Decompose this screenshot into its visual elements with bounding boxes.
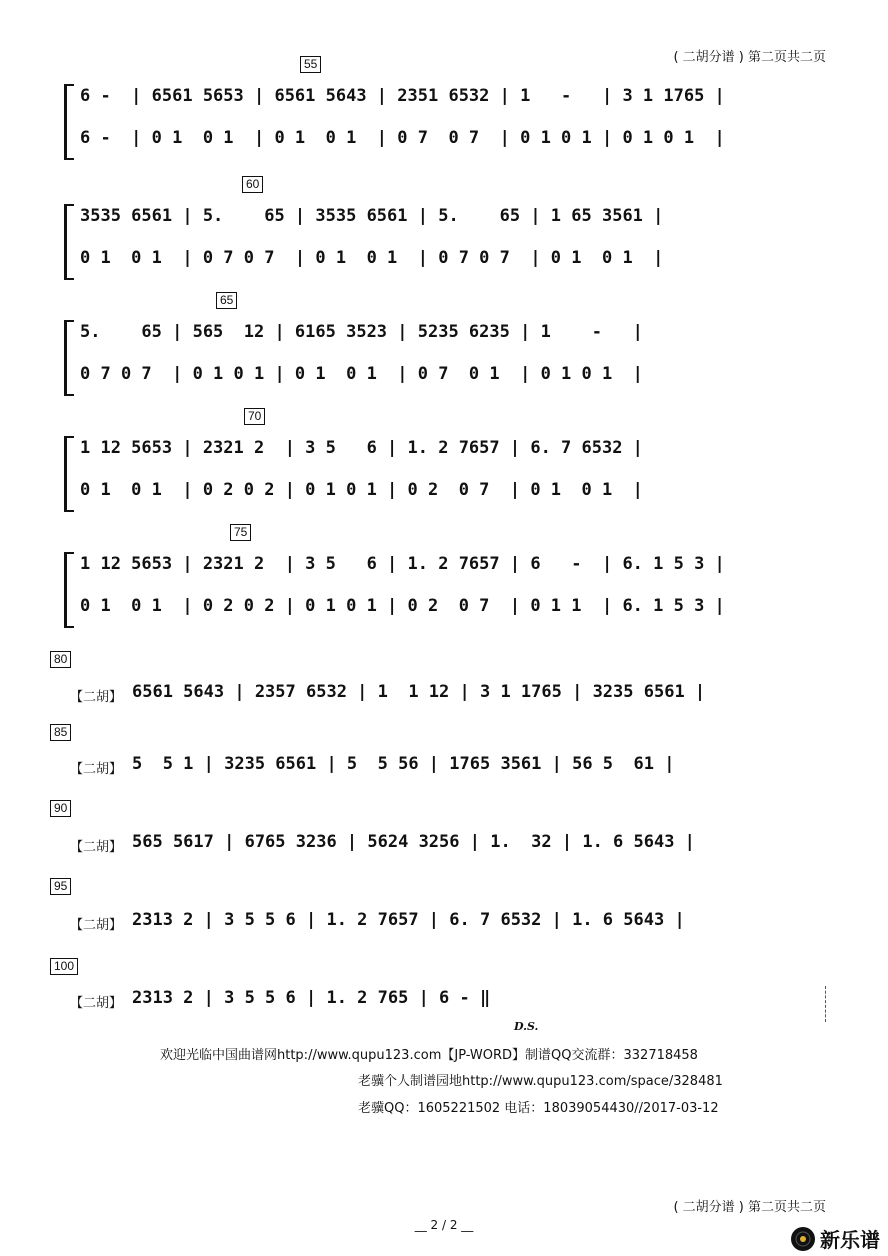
- measure-number: 65: [216, 292, 237, 309]
- lower-staff: 0 1 0 1 | 0 2 0 2 | 0 1 0 1 | 0 2 0 7 | 0 1 1 | 6. 1 5 3 |: [80, 596, 725, 616]
- erhu-line: [60, 986, 830, 1016]
- footer-line: 老骥QQ：1605221502 电话：18039054430//2017-03-12: [358, 1101, 719, 1116]
- upper-staff: 1 12 5653 | 2321 2 | 3 5 6 | 1. 2 7657 | 6 - | 6. 1 5 3 |: [80, 554, 725, 574]
- erhu-line: [60, 752, 830, 782]
- lower-staff: 0 1 0 1 | 0 7 0 7 | 0 1 0 1 | 0 7 0 7 | 0 1 0 1 |: [80, 248, 664, 268]
- part-label: 【二胡】: [70, 840, 123, 855]
- measure-number: 100: [50, 958, 78, 975]
- erhu-notes: 5 5 1 | 3235 6561 | 5 5 56 | 1765 3561 | 56 5 61 |: [132, 754, 675, 774]
- system-brace: [64, 436, 74, 512]
- upper-staff: 6 - | 6561 5653 | 6561 5643 | 2351 6532 | 1 - | 3 1 1765 |: [80, 86, 725, 106]
- vinyl-icon: [790, 1226, 816, 1252]
- upper-staff: 1 12 5653 | 2321 2 | 3 5 6 | 1. 2 7657 | 6. 7 6532 |: [80, 438, 643, 458]
- logo-text: 新乐谱: [820, 1228, 880, 1252]
- part-label: 【二胡】: [70, 918, 123, 933]
- footer-line: 老骥个人制谱园地http://www.qupu123.com/space/328481: [358, 1074, 723, 1089]
- score-system: [64, 177, 826, 282]
- score-system: [64, 293, 826, 398]
- measure-number: 90: [50, 800, 71, 817]
- part-label: 【二胡】: [70, 996, 123, 1011]
- lower-staff: 0 7 0 7 | 0 1 0 1 | 0 1 0 1 | 0 7 0 1 | 0 1 0 1 |: [80, 364, 643, 384]
- footer-line: 欢迎光临中国曲谱网http://www.qupu123.com【JP-WORD】制谱QQ交流群：332718458: [160, 1048, 698, 1063]
- measure-number: 80: [50, 651, 71, 668]
- system-brace: [64, 84, 74, 160]
- measure-number: 95: [50, 878, 71, 895]
- measure-number: 60: [242, 176, 263, 193]
- measure-number: 70: [244, 408, 265, 425]
- part-label: 【二胡】: [70, 762, 123, 777]
- score-system: [64, 525, 826, 630]
- ds-mark: D.S.: [514, 1020, 539, 1033]
- system-brace: [64, 204, 74, 280]
- upper-staff: 3535 6561 | 5. 65 | 3535 6561 | 5. 65 | 1 65 3561 |: [80, 206, 664, 226]
- erhu-line: [60, 680, 830, 710]
- erhu-line: [60, 830, 830, 860]
- lower-staff: 6 - | 0 1 0 1 | 0 1 0 1 | 0 7 0 7 | 0 1 0 1 | 0 1 0 1 |: [80, 128, 725, 148]
- erhu-notes: 2313 2 | 3 5 5 6 | 1. 2 765 | 6 - ‖: [132, 988, 491, 1008]
- page-footer-header: ( 二胡分谱 ) 第二页共二页: [673, 1200, 826, 1215]
- erhu-line: [60, 908, 830, 938]
- part-label: 【二胡】: [70, 690, 123, 705]
- measure-number: 55: [300, 56, 321, 73]
- measure-number: 75: [230, 524, 251, 541]
- page-header: ( 二胡分谱 ) 第二页共二页: [673, 50, 826, 65]
- upper-staff: 5. 65 | 565 12 | 6165 3523 | 5235 6235 | 1 - |: [80, 322, 643, 342]
- site-logo: [790, 1224, 880, 1253]
- score-system: [64, 409, 826, 514]
- erhu-notes: 6561 5643 | 2357 6532 | 1 1 12 | 3 1 1765 | 3235 6561 |: [132, 682, 706, 702]
- erhu-notes: 2313 2 | 3 5 5 6 | 1. 2 7657 | 6. 7 6532 | 1. 6 5643 |: [132, 910, 685, 930]
- system-brace: [64, 552, 74, 628]
- system-brace: [64, 320, 74, 396]
- lower-staff: 0 1 0 1 | 0 2 0 2 | 0 1 0 1 | 0 2 0 7 | 0 1 0 1 |: [80, 480, 643, 500]
- measure-number: 85: [50, 724, 71, 741]
- dashed-barline: [825, 986, 826, 1022]
- page-number: __ 2 / 2 __: [414, 1218, 474, 1232]
- erhu-notes: 565 5617 | 6765 3236 | 5624 3256 | 1. 32 | 1. 6 5643 |: [132, 832, 695, 852]
